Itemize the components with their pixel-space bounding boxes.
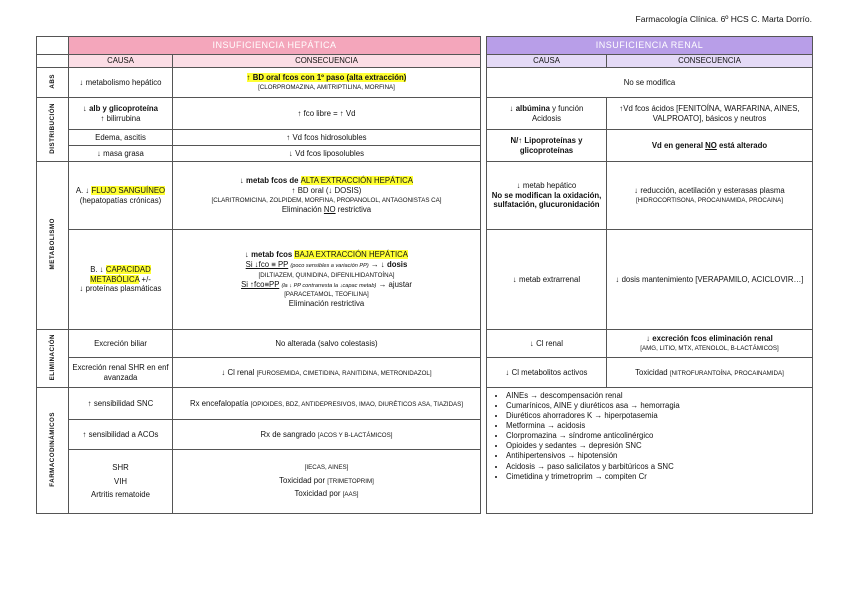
section-distribucion: DISTRIBUCIÓN: [37, 98, 69, 162]
hepatic-causa-header: CAUSA: [69, 55, 173, 68]
met-hep-causa-a: A. ↓ FLUJO SANGUÍNEO (hepatopatías crónicas): [69, 162, 173, 230]
section-farmacodinamicos: FARMACODINÁMICOS: [37, 388, 69, 514]
renal-effect-item: • Cumarínicos, AINE y diuréticos asa → hemorragia: [506, 401, 809, 411]
renal-effect-item: • Cimetidina y trimetroprim → compiten Cr: [506, 472, 809, 482]
fd-consec-1: Rx encefalopatía [OPIOIDES, BDZ, ANTIDEPRESIVOS, IMAO, DIURÉTICOS ASA, TIAZIDAS]: [173, 388, 481, 420]
fd-causa-1: ↑ sensibilidad SNC: [69, 388, 173, 420]
dist-hep-causa-1: ↓ alb y glicoproteína ↑ bilirrubina: [69, 98, 173, 130]
met-hep-consec-b: ↓ metab fcos BAJA EXTRACCIÓN HEPÁTICA Si ↓fco ≡ PP (poco sensibles a variación PP) → ↓ dosis [DILTIAZEM, QUINIDINA, DIFENILHIDANTOÍNA] Si ↑fco≡PP (la ↓ PP contrarresta la ↓capac metab) → ajustar [PARACETAMOL, TEOFILINA] Eliminación restrictiva: [173, 230, 481, 330]
pharmacology-table: [36, 36, 813, 514]
section-eliminacion: ELIMINACIÓN: [37, 330, 69, 388]
section-metabolismo: METABOLISMO: [37, 162, 69, 330]
met-row-a: [37, 162, 813, 230]
dist-ren-causa-1: ↓ albúmina y función Acidosis: [487, 98, 607, 130]
renal-effect-item: • Clorpromazina → síndrome anticolinérgico: [506, 431, 809, 441]
dist-row-1: [37, 98, 813, 130]
dist-ren-consec-1: ↑Vd fcos ácidos [FENITOÍNA, WARFARINA, AINES, VALPROATO], básicos y neutros: [607, 98, 813, 130]
renal-effect-item: • Diuréticos ahorradores K → hiperpotasemia: [506, 411, 809, 421]
fd-renal-list-cell: [487, 388, 813, 514]
dist-hep-causa-2: Edema, ascitis: [69, 130, 173, 146]
fd-consec-3: [IECAS, AINES] Toxicidad por [TRIMETOPRIM] Toxicidad por [AAS]: [173, 450, 481, 514]
elim-hep-consec-2: ↓ Cl renal [FUROSEMIDA, CIMETIDINA, RANITIDINA, METRONIDAZOL]: [173, 358, 481, 388]
met-ren-causa-a: ↓ metab hepático No se modifican la oxidación, sulfatación, glucuronidación: [487, 162, 607, 230]
corner-cell: [37, 37, 69, 55]
renal-effect-item: • AINEs → descompensación renal: [506, 391, 809, 401]
elim-hep-causa-2: Excreción renal SHR en enf avanzada: [69, 358, 173, 388]
abs-renal: No se modifica: [487, 68, 813, 98]
renal-effect-item: • Acidosis → paso salicilatos y barbitúricos a SNC: [506, 462, 809, 472]
met-ren-causa-b: ↓ metab extrarrenal: [487, 230, 607, 330]
abs-hep-causa: ↓ metabolismo hepático: [69, 68, 173, 98]
elim-ren-consec-1: ↓ excreción fcos eliminación renal [AMG, LITIO, MTX, ATENOLOL, B-LACTÁMICOS]: [607, 330, 813, 358]
renal-title: INSUFICIENCIA RENAL: [487, 37, 813, 55]
fd-causa-3: SHR VIH Artritis rematoide: [69, 450, 173, 514]
document-header: Farmacología Clínica. 6º HCS C. Marta Dorrío.: [635, 14, 812, 24]
renal-effect-item: • Opioides y sedantes → depresión SNC: [506, 441, 809, 451]
elim-hep-consec-1: No alterada (salvo colestasis): [173, 330, 481, 358]
elim-row-1: [37, 330, 813, 358]
elim-row-2: [37, 358, 813, 388]
dist-ren-causa-2: N/↑ Lipoproteínas y glicoproteínas: [487, 130, 607, 162]
fd-causa-2: ↑ sensibilidad a ACOs: [69, 420, 173, 450]
dist-hep-consec-1: ↑ fco libre = ↑ Vd: [173, 98, 481, 130]
renal-effect-item: • Antihipertensivos → hipotensión: [506, 451, 809, 461]
renal-effect-item: • Metformina → acidosis: [506, 421, 809, 431]
fd-consec-2: Rx de sangrado [ACOS Y B-LACTÁMICOS]: [173, 420, 481, 450]
fd-row-1: [37, 388, 813, 420]
renal-effects-list: [490, 391, 809, 481]
renal-causa-header: CAUSA: [487, 55, 607, 68]
dist-hep-consec-2: ↑ Vd fcos hidrosolubles: [173, 130, 481, 146]
met-hep-causa-b: B. ↓ CAPACIDAD METABÓLICA +/- ↓ proteínas plasmáticas: [69, 230, 173, 330]
elim-ren-causa-2: ↓ Cl metabolitos activos: [487, 358, 607, 388]
abs-hep-consecuencia: ↑ BD oral fcos con 1º paso (alta extracción) [CLORPROMAZINA, AMITRIPTILINA, MORFINA]: [173, 68, 481, 98]
dist-hep-consec-3: ↓ Vd fcos liposolubles: [173, 146, 481, 162]
elim-ren-consec-2: Toxicidad [NITROFURANTOÍNA, PROCAINAMIDA]: [607, 358, 813, 388]
abs-row: [37, 68, 813, 98]
dist-row-2: [37, 130, 813, 146]
elim-hep-causa-1: Excreción biliar: [69, 330, 173, 358]
met-ren-consec-b: ↓ dosis mantenimiento [VERAPAMILO, ACICLOVIR…]: [607, 230, 813, 330]
corner-sub-cell: [37, 55, 69, 68]
met-row-b: [37, 230, 813, 330]
renal-consecuencia-header: CONSECUENCIA: [607, 55, 813, 68]
met-hep-consec-a: ↓ metab fcos de ALTA EXTRACCIÓN HEPÁTICA ↑ BD oral (↓ DOSIS) [CLARITROMICINA, ZOLPIDEM, MORFINA, PROPANOLOL, ANTAGONISTAS CA] Eliminación NO restrictiva: [173, 162, 481, 230]
dist-hep-causa-3: ↓ masa grasa: [69, 146, 173, 162]
hepatic-title: INSUFICIENCIA HEPÁTICA: [69, 37, 481, 55]
elim-ren-causa-1: ↓ Cl renal: [487, 330, 607, 358]
hepatic-consecuencia-header: CONSECUENCIA: [173, 55, 481, 68]
dist-ren-consec-2: Vd en general NO está alterado: [607, 130, 813, 162]
section-abs: ABS: [37, 68, 69, 98]
met-ren-consec-a: ↓ reducción, acetilación y esterasas plasma [HIDROCORTISONA, PROCAINAMIDA, PROCAINA]: [607, 162, 813, 230]
